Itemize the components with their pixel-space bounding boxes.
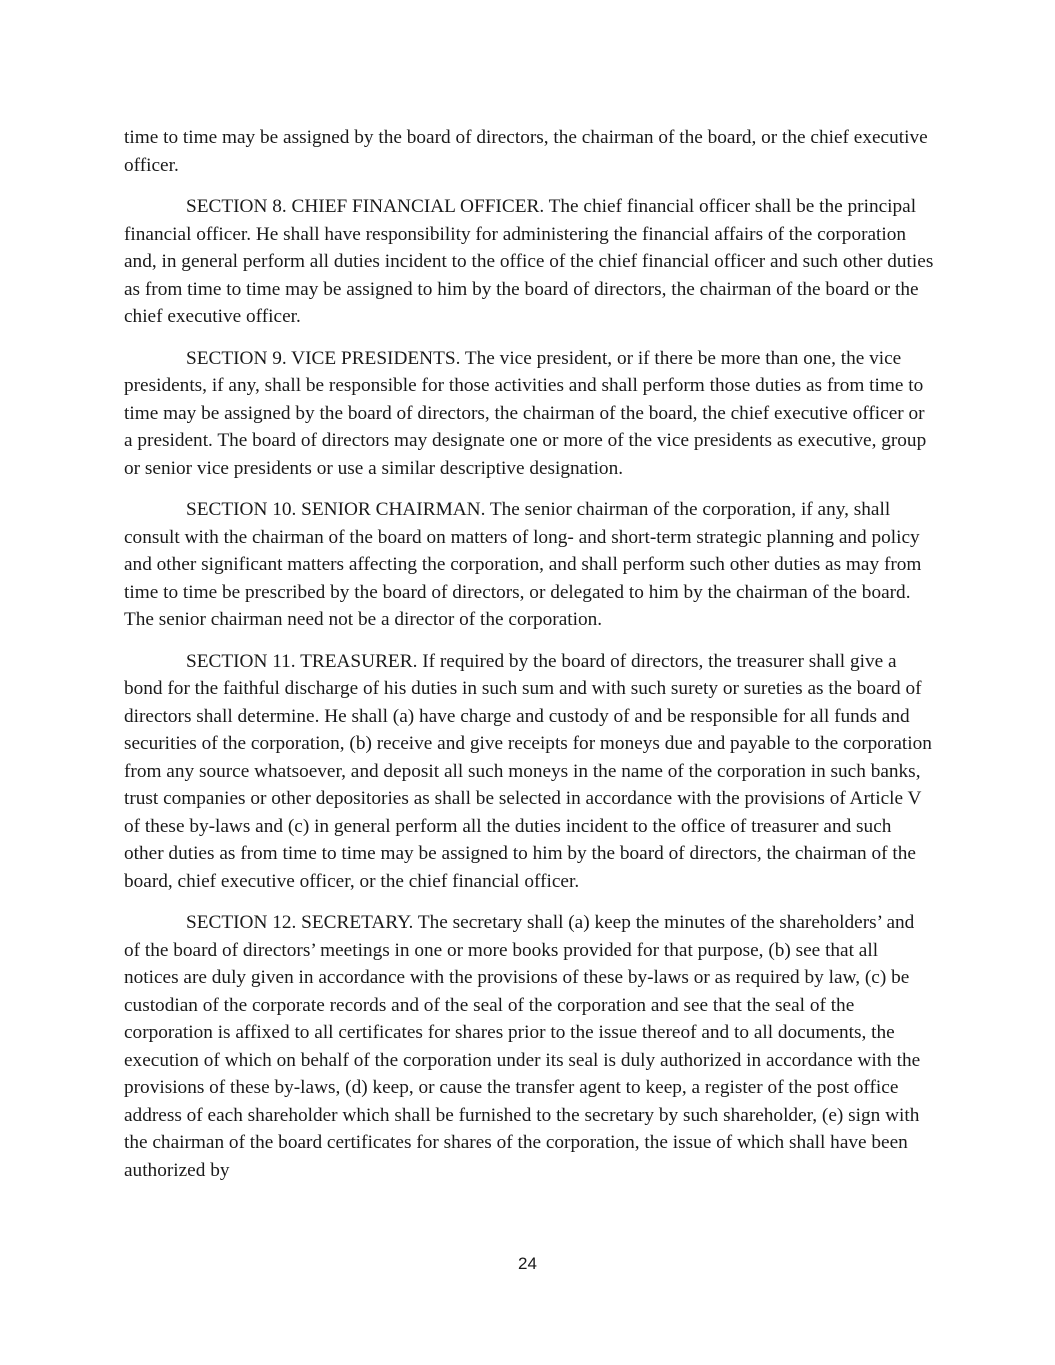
paragraph-section-9-vice-presidents: SECTION 9. VICE PRESIDENTS. The vice president, or if there be more than one, the vice presidents, if any, shall be responsible for those activities and shall perform those duties as from time to time may be assigned by the board of directors, the chairman of the board, the chief executive officer or a president. The board of directors may designate one or more of the vice presidents as executive, group or senior vice presidents or use a similar descriptive designation.: [124, 347, 927, 479]
paragraph-section-11-treasurer: SECTION 11. TREASURER. If required by the board of directors, the treasurer shall give a bond for the faithful discharge of his duties in such sum and with such surety or sureties as the board of directors shall determine. He shall (a) have charge and custody of and be responsible for all funds and securities of the corporation, (b) receive and give receipts for moneys due and payable to the corporation from any source whatsoever, and deposit all such moneys in the name of the corporation in such banks, trust companies or other depositories as shall be selected in accordance with the provisions of Article V of these by-laws and (c) in general perform all the duties incident to the office of treasurer and such other duties as from time to time may be assigned to him by the board of directors, the chairman of the board, chief executive officer, or the chief financial officer.: [124, 650, 932, 892]
document-body: [124, 124, 934, 1198]
paragraph-section-10-senior-chairman: SECTION 10. SENIOR CHAIRMAN. The senior chairman of the corporation, if any, shall consult with the chairman of the board on matters of long- and short-term strategic planning and policy and other significant matters affecting the corporation, and shall perform such other duties as may from time to time be prescribed by the board of directors, or delegated to him by the chairman of the board. The senior chairman need not be a director of the corporation.: [124, 499, 922, 630]
paragraph-continuation: time to time may be assigned by the board of directors, the chairman of the board, or the chief executive officer.: [124, 127, 928, 176]
paragraph-section-12-secretary: SECTION 12. SECRETARY. The secretary shall (a) keep the minutes of the shareholders’ and of the board of directors’ meetings in one or more books provided for that purpose, (b) see that all notices are duly given in accordance with the provisions of these by-laws or as required by law, (c) be custodian of the corporate records and of the seal of the corporation and see that the seal of the corporation is affixed to all certificates for shares prior to the issue thereof and to all documents, the execution of which on behalf of the corporation under its seal is duly authorized in accordance with the provisions of these by-laws, (d) keep, or cause the transfer agent to keep, a register of the post office address of each shareholder which shall be furnished to the secretary by such shareholder, (e) sign with the chairman of the board certificates for shares of the corporation, the issue of which shall have been authorized by: [124, 912, 921, 1181]
page-number: 24: [518, 1254, 537, 1273]
paragraph-section-8-chief-financial-officer: SECTION 8. CHIEF FINANCIAL OFFICER. The chief financial officer shall be the principal financial officer. He shall have responsibility for administering the financial affairs of the corporation and, in general perform all duties incident to the office of the chief financial officer and such other duties as from time to time may be assigned to him by the board of directors, the chairman of the board or the chief executive officer.: [124, 196, 934, 327]
